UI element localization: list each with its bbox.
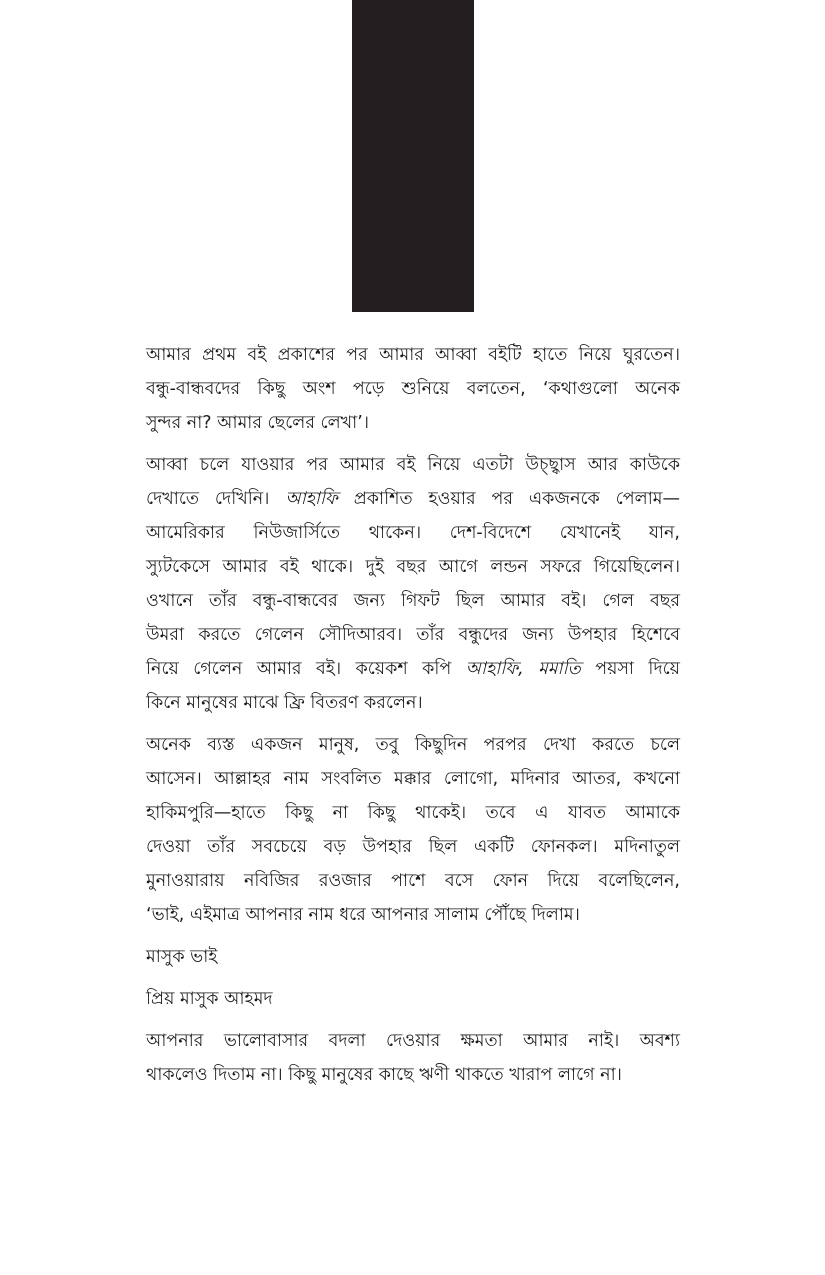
line: ‘ভাই, এইমাত্র আপনার নাম ধরে আপনার সালাম পৌঁছে দিলাম।	[146, 905, 580, 925]
line: কিনে মানুষের মাঝে ফ্রি বিতরণ করলেন।	[146, 693, 423, 713]
paragraph-2	[146, 448, 680, 720]
top-black-bar	[352, 0, 474, 312]
book-titles: আহাফি, মমাতি	[465, 659, 581, 679]
text-segment: পয়সা দিয়ে	[595, 659, 680, 679]
line: মাসুক ভাই	[146, 947, 218, 967]
paragraph-1	[146, 338, 680, 440]
salutation	[146, 940, 680, 974]
line: আপনার ভালোবাসার বদলা দেওয়ার ক্ষমতা আমার নাই। অবশ্য	[146, 1031, 680, 1051]
line: থাকলেও দিতাম না। কিছু মানুষের কাছে ঋণী থাকতে খারাপ লাগে না।	[146, 1065, 622, 1085]
paragraph-3	[146, 728, 680, 932]
line: উমরা করতে গেলেন সৌদিআরব। তাঁর বন্ধুদের জন্য উপহার হিশেবে	[146, 625, 680, 645]
paragraph-6	[146, 1024, 680, 1092]
page-body	[146, 338, 680, 1092]
text-segment: নিয়ে গেলেন আমার বই। কয়েকশ কপি	[146, 659, 452, 679]
line: অনেক ব্যস্ত একজন মানুষ, তবু কিছুদিন পরপর দেখা করতে চলে	[146, 735, 680, 755]
line: স্যুটকেসে আমার বই থাকে। দুই বছর আগে লন্ডন সফরে গিয়েছিলেন।	[146, 557, 680, 577]
line: আব্বা চলে যাওয়ার পর আমার বই নিয়ে এতটা উচ্ছ্বাস আর কাউকে	[146, 455, 680, 475]
text-segment: দেখাতে দেখিনি।	[146, 489, 270, 509]
text-segment: প্রকাশিত হওয়ার পর একজনকে পেলাম—	[353, 489, 680, 509]
addressee	[146, 982, 680, 1016]
line: বন্ধু-বান্ধবদের কিছু অংশ পড়ে শুনিয়ে বলতেন, ‘কথাগুলো অনেক	[146, 379, 680, 399]
line: আমেরিকার নিউজার্সিতে থাকেন। দেশ-বিদেশে যেখানেই যান,	[146, 523, 680, 543]
line: ওখানে তাঁর বন্ধু-বান্ধবের জন্য গিফট ছিল আমার বই। গেল বছর	[146, 591, 680, 611]
line: আমার প্রথম বই প্রকাশের পর আমার আব্বা বইটি হাতে নিয়ে ঘুরতেন।	[146, 345, 680, 365]
line: দেওয়া তাঁর সবচেয়ে বড় উপহার ছিল একটি ফোনকল। মদিনাতুল	[146, 837, 680, 857]
line	[146, 652, 680, 686]
line: সুন্দর না? আমার ছেলের লেখা’।	[146, 413, 370, 433]
line	[146, 482, 680, 516]
line: মুনাওয়ারায় নবিজির রওজার পাশে বসে ফোন দিয়ে বলেছিলেন,	[146, 871, 680, 891]
line: প্রিয় মাসুক আহমদ	[146, 989, 273, 1009]
book-title-ahafi: আহাফি	[285, 489, 338, 509]
line: আসেন। আল্লাহর নাম সংবলিত মক্কার লোগো, মদিনার আতর, কখনো	[146, 769, 680, 789]
line: হাকিমপুরি—হাতে কিছু না কিছু থাকেই। তবে এ যাবত আমাকে	[146, 803, 680, 823]
